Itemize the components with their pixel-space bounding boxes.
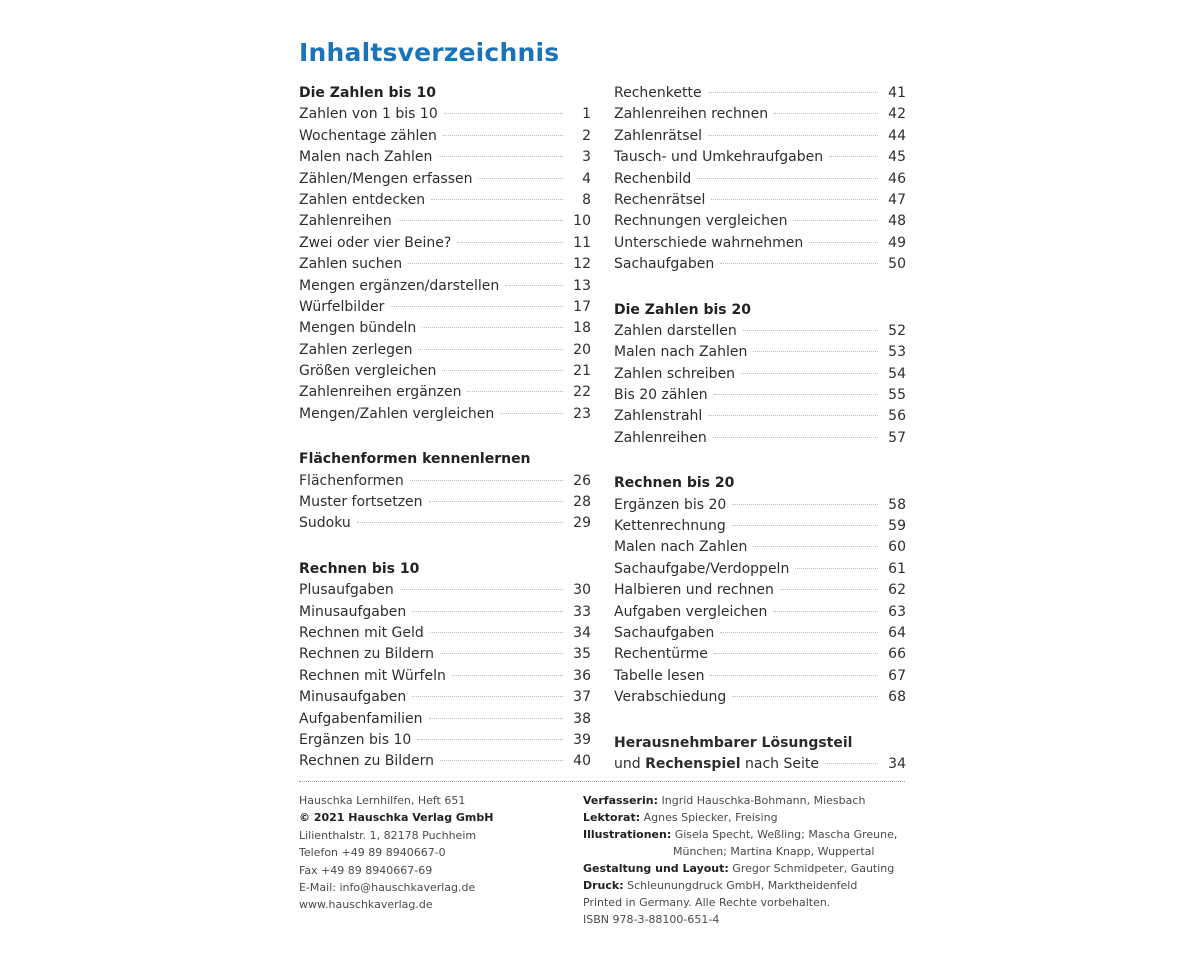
toc-entry-leader [457, 242, 563, 243]
credit-illustrations [583, 826, 913, 843]
toc-entry-label: Sudoku [299, 515, 351, 532]
toc-entry-page: 41 [888, 85, 906, 101]
toc-entry-leader [793, 220, 878, 221]
toc-entry[interactable] [614, 83, 906, 104]
toc-entry-leader [429, 501, 563, 502]
toc-entry-leader [357, 522, 563, 523]
credit-illustrations-continued: München; Martina Knapp, Wuppertal [673, 845, 875, 858]
solution-label-pre: und [614, 755, 646, 772]
imprint-address: Lilienthalstr. 1, 82178 Puchheim [299, 828, 477, 842]
toc-entry-leader [809, 242, 878, 243]
credit-illustrations-value: Gisela Specht, Weßling; Mascha Greune, [671, 828, 898, 841]
toc-entry[interactable] [299, 602, 591, 623]
credit-design [583, 860, 913, 877]
toc-entry-label: Malen nach Zahlen [614, 344, 748, 361]
toc-entry-page: 33 [573, 603, 591, 620]
toc-entry-leader [452, 675, 563, 676]
toc-entry-leader [422, 327, 563, 328]
toc-entry-page: 66 [888, 646, 906, 663]
toc-entry-page: 11 [573, 234, 591, 251]
toc-entry-leader [410, 480, 563, 481]
toc-entry-label: Flächenformen [299, 472, 404, 489]
toc-entry-page: 10 [573, 213, 591, 230]
toc-entry-leader [741, 373, 878, 374]
toc-entry[interactable] [299, 297, 591, 318]
toc-entry-leader [412, 696, 563, 697]
toc-section-heading: Die Zahlen bis 20 [614, 301, 751, 318]
toc-entry[interactable] [614, 495, 906, 516]
toc-section-heading: Die Zahlen bis 10 [299, 85, 436, 101]
toc-entry-page: 39 [573, 731, 591, 748]
toc-entry-label: Minusaufgaben [299, 603, 407, 620]
toc-entry-page: 61 [888, 560, 906, 577]
toc-solution-part [614, 733, 906, 776]
toc-entry-label: Verabschiedung [614, 689, 727, 706]
toc-entry-page: 13 [573, 277, 591, 294]
toc-entry[interactable] [299, 104, 591, 125]
solution-entry[interactable] [614, 754, 906, 775]
credit-printed-in: Printed in Germany. Alle Rechte vorbehalten. [583, 896, 831, 909]
toc-entry[interactable] [299, 126, 591, 147]
toc-entry-leader [774, 113, 878, 114]
toc-entry-leader [714, 653, 878, 654]
toc-entry-label: Rechenbild [614, 170, 692, 187]
toc-entry-label: Zahlen zerlegen [299, 341, 413, 358]
page-title: Inhaltsverzeichnis [299, 38, 560, 67]
toc-entry[interactable] [299, 730, 591, 751]
toc-entry-leader [720, 632, 878, 633]
toc-entry-leader [400, 589, 563, 590]
toc-entry-label: Tausch- und Umkehraufgaben [614, 149, 824, 166]
toc-entry-label: Muster fortsetzen [299, 494, 423, 511]
toc-entry-page: 12 [573, 256, 591, 273]
toc-entry-leader [438, 156, 563, 157]
toc-entry-leader [708, 92, 878, 93]
toc-entry-page: 53 [888, 344, 906, 361]
toc-entry[interactable] [299, 623, 591, 644]
credit-isbn: ISBN 978-3-88100-651-4 [583, 913, 720, 926]
toc-entry-label: Zahlenreihen ergänzen [299, 384, 462, 401]
toc-entry-leader [829, 156, 878, 157]
toc-entry-label: Zwei oder vier Beine? [299, 234, 452, 251]
toc-entry-label: Halbieren und rechnen [614, 582, 774, 599]
toc-entry-label: Sachaufgaben [614, 624, 715, 641]
solution-label-bold: Rechenspiel [645, 755, 741, 772]
toc-entry-label: Plusaufgaben [299, 582, 394, 599]
toc-entry-page: 20 [573, 341, 591, 358]
toc-entry-label: Mengen bündeln [299, 320, 417, 337]
toc-entry[interactable] [614, 644, 906, 665]
toc-entry-page: 46 [888, 170, 906, 187]
toc-entry-label: Rechnen zu Bildern [299, 753, 435, 770]
toc-entry-label: Minusaufgaben [299, 689, 407, 706]
toc-entry[interactable] [614, 559, 906, 580]
toc-entry-label: Zahlenstrahl [614, 408, 703, 425]
toc-entry-label: Zahlenreihen rechnen [614, 106, 769, 123]
toc-entry-leader [443, 135, 563, 136]
toc-entry-leader [500, 413, 563, 414]
toc-entry-page: 58 [888, 496, 906, 513]
toc-entry[interactable] [614, 602, 906, 623]
toc-entry-page: 54 [888, 365, 906, 382]
toc-entry-label: Kettenrechnung [614, 518, 726, 535]
toc-entry-leader [753, 351, 878, 352]
toc-entry-leader [720, 263, 878, 264]
toc-entry-label: Rechnen zu Bildern [299, 646, 435, 663]
toc-entry-page: 34 [573, 624, 591, 641]
toc-entry-page: 2 [582, 127, 591, 144]
toc-entry[interactable] [299, 492, 591, 513]
toc-entry-leader [390, 306, 563, 307]
toc-entry-page: 36 [573, 667, 591, 684]
toc-entry-page: 49 [888, 234, 906, 251]
credit-illustrations-label: Illustrationen: [583, 828, 672, 841]
toc-entry-page: 35 [573, 646, 591, 663]
toc-entry-page: 62 [888, 582, 906, 599]
imprint-fax: Fax +49 89 8940667-69 [299, 863, 433, 877]
toc-entry-leader [714, 394, 878, 395]
toc-entry-label: Zahlenreihen [299, 213, 392, 230]
toc-entry[interactable] [299, 211, 591, 232]
toc-entry-label: Unterschiede wahrnehmen [614, 234, 804, 251]
toc-entry-page: 37 [573, 689, 591, 706]
toc-entry[interactable] [614, 364, 906, 385]
toc-section [614, 83, 906, 276]
toc-section-heading: Rechnen bis 20 [614, 475, 735, 492]
toc-entry-page: 42 [888, 106, 906, 123]
toc-entry[interactable] [299, 147, 591, 168]
toc-entry[interactable] [614, 406, 906, 427]
toc-entry-label: Malen nach Zahlen [614, 539, 748, 556]
toc-entry[interactable] [299, 751, 591, 772]
toc-entry-label: Zahlen von 1 bis 10 [299, 106, 438, 123]
toc-entry-page: 26 [573, 472, 591, 489]
toc-entry-page: 18 [573, 320, 591, 337]
toc-entry-leader [753, 546, 878, 547]
toc-entry[interactable] [299, 318, 591, 339]
toc-entry-label: Aufgabenfamilien [299, 710, 423, 727]
toc-entry-label: Zahlen darstellen [614, 322, 737, 339]
toc-section [614, 300, 906, 450]
toc-entry-page: 23 [573, 405, 591, 422]
toc-entry-page: 50 [888, 256, 906, 273]
toc-entry-label: Malen nach Zahlen [299, 149, 433, 166]
toc-entry[interactable] [299, 644, 591, 665]
toc-entry[interactable] [299, 404, 591, 425]
toc-entry-label: Rechentürme [614, 646, 708, 663]
toc-entry-leader [431, 199, 563, 200]
toc-entry[interactable] [299, 340, 591, 361]
toc-entry-label: Tabelle lesen [614, 667, 705, 684]
credit-author [583, 792, 913, 809]
toc-entry-leader [398, 220, 563, 221]
toc-entry[interactable] [299, 709, 591, 730]
toc-entry-page: 3 [582, 149, 591, 166]
credit-print [583, 877, 913, 894]
toc-entry[interactable] [299, 471, 591, 492]
toc-entry-label: Rechnungen vergleichen [614, 213, 788, 230]
toc-section [299, 83, 591, 425]
toc-entry-page: 1 [582, 106, 591, 123]
toc-entry-page: 47 [888, 191, 906, 208]
toc-entry-leader [418, 349, 563, 350]
imprint-credits [583, 792, 913, 928]
toc-entry-label: Zahlen schreiben [614, 365, 736, 382]
toc-entry-page: 68 [888, 689, 906, 706]
imprint-website[interactable]: www.hauschkaverlag.de [299, 898, 433, 912]
toc-entry-page: 60 [888, 539, 906, 556]
toc-column-left [299, 83, 591, 797]
toc-entry-label: Größen vergleichen [299, 363, 437, 380]
toc-entry[interactable] [299, 254, 591, 275]
imprint-copyright: © 2021 Hauschka Verlag GmbH [299, 811, 494, 825]
toc-entry-leader [444, 113, 563, 114]
toc-section [614, 473, 906, 708]
credit-design-label: Gestaltung und Layout: [583, 862, 729, 875]
toc-entry-page: 8 [582, 191, 591, 208]
toc-entry-label: Zahlenrätsel [614, 127, 703, 144]
toc-entry-page: 21 [573, 363, 591, 380]
toc-entry[interactable] [614, 516, 906, 537]
toc-entry-label: Rechnen mit Würfeln [299, 667, 446, 684]
toc-entry[interactable] [299, 361, 591, 382]
toc-section-heading: Rechnen bis 10 [299, 560, 420, 577]
toc-entry-page: 55 [888, 387, 906, 404]
toc-entry-page: 56 [888, 408, 906, 425]
toc-entry-leader [505, 285, 563, 286]
toc-entry-page: 44 [888, 127, 906, 144]
toc-entry-leader [708, 135, 878, 136]
toc-entry[interactable] [614, 666, 906, 687]
toc-entry[interactable] [614, 623, 906, 644]
toc-entry-leader [710, 675, 878, 676]
toc-entry[interactable] [614, 104, 906, 125]
imprint-publisher [299, 792, 569, 914]
toc-entry-leader [417, 739, 563, 740]
credit-print-value: Schleunungdruck GmbH, Marktheidenfeld [623, 879, 858, 892]
toc-entry-leader [732, 525, 878, 526]
toc-entry[interactable] [299, 233, 591, 254]
toc-column-right [614, 83, 906, 799]
toc-entry-label: Rechnen mit Geld [299, 624, 424, 641]
solution-heading: Herausnehmbarer Lösungsteil [614, 734, 853, 751]
toc-entry[interactable] [614, 254, 906, 275]
toc-entry[interactable] [299, 580, 591, 601]
solution-label-post: nach Seite [740, 755, 819, 772]
credit-editor-label: Lektorat: [583, 811, 641, 824]
toc-entry-leader [478, 178, 563, 179]
toc-entry-page: 57 [888, 429, 906, 446]
toc-entry-page: 64 [888, 624, 906, 641]
toc-entry-leader [795, 568, 878, 569]
imprint-divider [299, 781, 905, 782]
credit-editor-value: Agnes Spiecker, Freising [640, 811, 778, 824]
toc-entry-leader [430, 632, 563, 633]
toc-entry-leader [429, 718, 563, 719]
toc-entry-page: 28 [573, 494, 591, 511]
toc-entry-leader [708, 415, 878, 416]
imprint-email[interactable]: E-Mail: info@hauschkaverlag.de [299, 881, 476, 895]
credit-design-value: Gregor Schmidpeter, Gauting [728, 862, 895, 875]
toc-section [299, 559, 591, 773]
toc-entry[interactable] [614, 147, 906, 168]
credit-print-label: Druck: [583, 879, 624, 892]
toc-entry-page: 38 [573, 710, 591, 727]
toc-entry-leader [773, 611, 878, 612]
toc-entry-label: Ergänzen bis 10 [299, 731, 412, 748]
toc-entry-label: Zahlenreihen [614, 429, 707, 446]
toc-entry-label: Zahlen suchen [299, 256, 403, 273]
toc-entry-label: Aufgaben vergleichen [614, 603, 768, 620]
toc-entry-label: Rechenkette [614, 85, 702, 101]
toc-entry-leader [732, 696, 878, 697]
toc-entry-leader [732, 504, 878, 505]
toc-entry-page: 30 [573, 582, 591, 599]
imprint-series: Hauschka Lernhilfen, Heft 651 [299, 794, 466, 807]
toc-entry[interactable] [614, 169, 906, 190]
toc-entry-label: Sachaufgabe/Verdoppeln [614, 560, 790, 577]
toc-entry[interactable] [614, 385, 906, 406]
toc-entry[interactable] [614, 126, 906, 147]
toc-entry[interactable] [299, 382, 591, 403]
credit-author-value: Ingrid Hauschka-Bohmann, Miesbach [658, 794, 866, 807]
solution-entry-page: 34 [888, 755, 906, 772]
toc-entry-label: Zählen/Mengen erfassen [299, 170, 473, 187]
toc-entry[interactable] [614, 233, 906, 254]
toc-entry-leader [780, 589, 878, 590]
toc-entry-label: Wochentage zählen [299, 127, 437, 144]
toc-entry[interactable] [299, 169, 591, 190]
toc-entry-page: 22 [573, 384, 591, 401]
toc-entry-label: Rechenrätsel [614, 191, 706, 208]
toc-entry[interactable] [614, 211, 906, 232]
toc-entry[interactable] [614, 321, 906, 342]
toc-entry-label: Zahlen entdecken [299, 191, 426, 208]
toc-entry-leader [713, 437, 878, 438]
toc-entry-page: 59 [888, 518, 906, 535]
toc-entry-leader [711, 199, 878, 200]
toc-entry[interactable] [299, 687, 591, 708]
toc-entry-page: 48 [888, 213, 906, 230]
toc-entry-label: Mengen/Zahlen vergleichen [299, 405, 495, 422]
toc-entry[interactable] [614, 342, 906, 363]
toc-entry[interactable] [614, 687, 906, 708]
toc-section [299, 449, 591, 535]
credit-editor [583, 809, 913, 826]
toc-entry-leader [440, 760, 563, 761]
toc-entry[interactable] [299, 513, 591, 534]
toc-entry-leader [467, 391, 563, 392]
toc-entry-label: Mengen ergänzen/darstellen [299, 277, 500, 294]
toc-entry-leader [440, 653, 563, 654]
toc-entry[interactable] [614, 537, 906, 558]
toc-entry-leader [442, 370, 563, 371]
solution-entry-label [614, 754, 819, 775]
toc-entry-label: Würfelbilder [299, 298, 385, 315]
imprint-phone: Telefon +49 89 8940667-0 [299, 846, 446, 860]
toc-entry[interactable] [299, 190, 591, 211]
toc-entry-page: 4 [582, 170, 591, 187]
credit-author-label: Verfasserin: [583, 794, 658, 807]
toc-entry-page: 40 [573, 753, 591, 770]
toc-entry[interactable] [299, 666, 591, 687]
toc-entry-leader [697, 178, 878, 179]
toc-entry[interactable] [614, 580, 906, 601]
toc-entry-leader [412, 611, 563, 612]
solution-entry-leader [825, 763, 878, 764]
toc-entry-page: 29 [573, 515, 591, 532]
toc-entry-page: 67 [888, 667, 906, 684]
toc-entry[interactable] [614, 190, 906, 211]
toc-entry[interactable] [614, 428, 906, 449]
toc-entry-label: Ergänzen bis 20 [614, 496, 727, 513]
toc-entry-leader [743, 330, 878, 331]
toc-entry-leader [408, 263, 563, 264]
toc-entry-label: Bis 20 zählen [614, 387, 708, 404]
toc-entry-page: 45 [888, 149, 906, 166]
toc-section-heading: Flächenformen kennenlernen [299, 451, 531, 468]
toc-entry-page: 52 [888, 322, 906, 339]
toc-entry[interactable] [299, 276, 591, 297]
toc-entry-page: 63 [888, 603, 906, 620]
toc-entry-label: Sachaufgaben [614, 256, 715, 273]
toc-entry-page: 17 [573, 298, 591, 315]
